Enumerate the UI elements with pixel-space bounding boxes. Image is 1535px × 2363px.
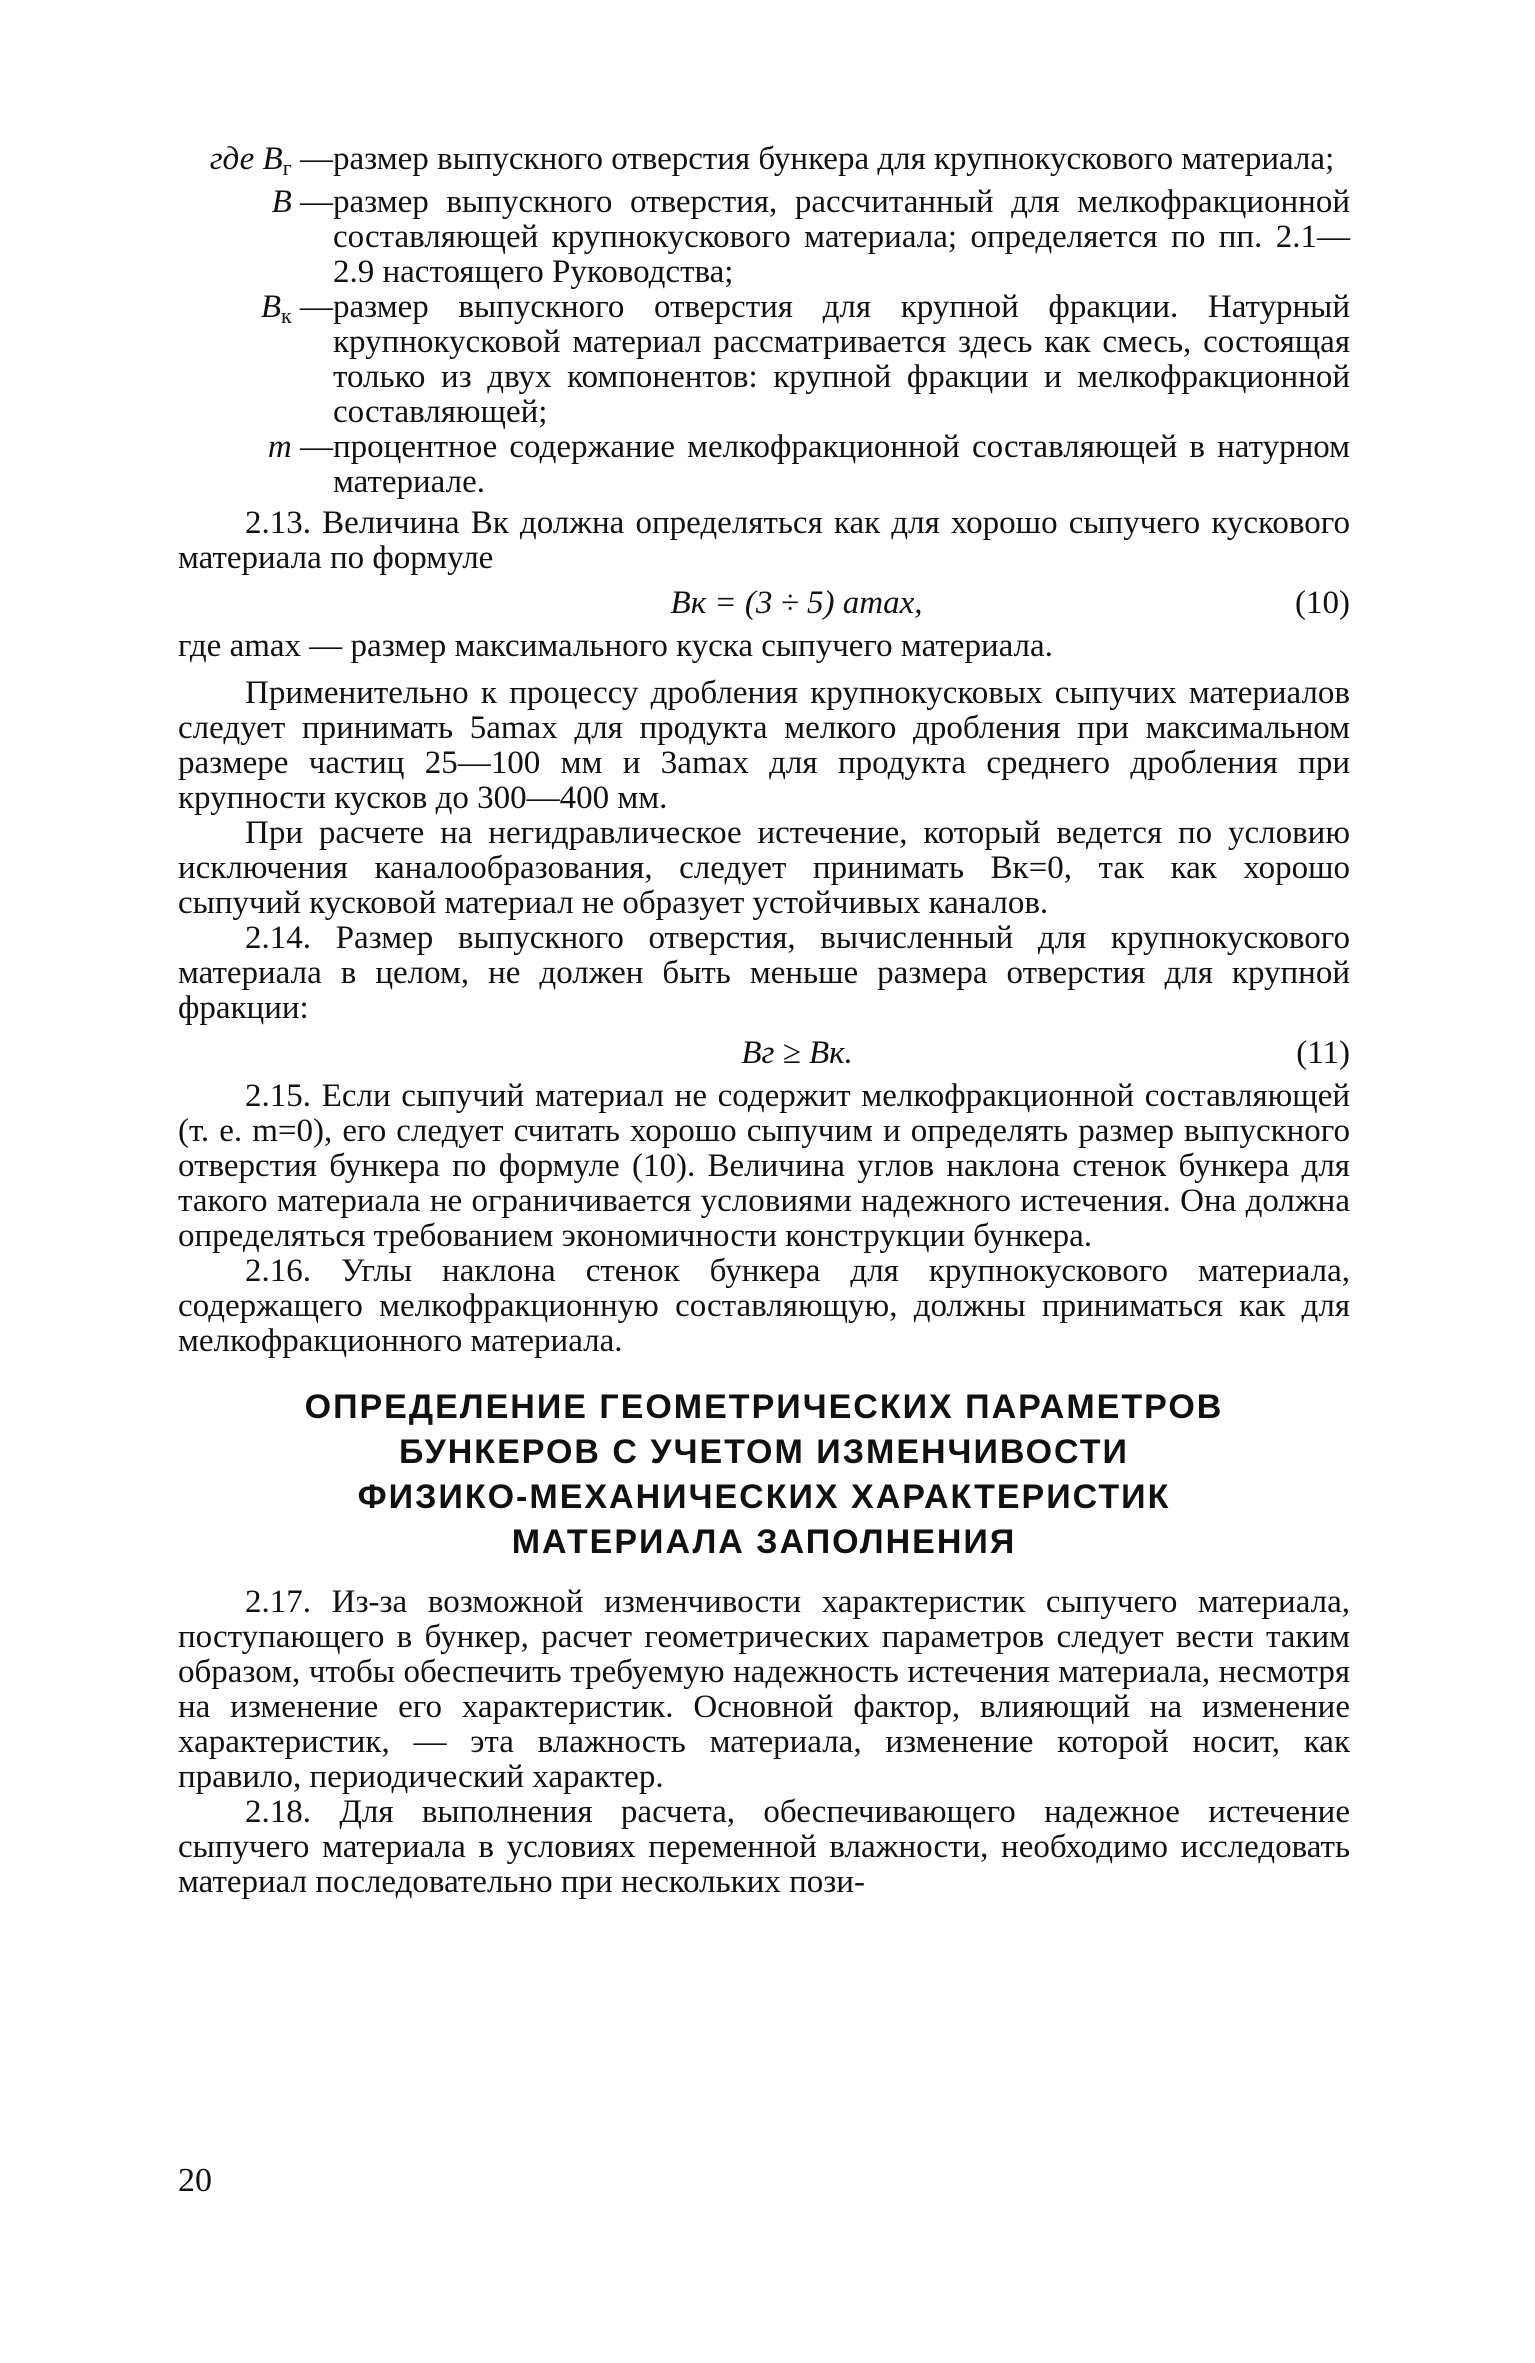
formula-11-expression: Bг ≥ Bк. <box>741 1035 853 1071</box>
definition-item <box>178 142 1350 185</box>
paragraph-2-14: 2.14. Размер выпускного отверстия, вычисленный для крупнокускового материала в целом, не должен быть меньше размера отверстия для крупной фракции: <box>178 920 1350 1026</box>
page-text <box>178 142 1350 1900</box>
paragraph-2-13: 2.13. Величина Bк должна определяться как для хорошо сыпучего кускового материала по формуле <box>178 505 1350 576</box>
amax-definition: где amax — размер максимального куска сыпучего материала. <box>178 628 1053 664</box>
definition-text: процентное содержание мелкофракционной составляющей в натурном материале. <box>333 429 1350 500</box>
definition-item <box>178 290 1350 430</box>
formula-10-number: (10) <box>1295 585 1350 621</box>
definition-dash: — <box>291 141 333 177</box>
formula-10-expression: Bк = (3 ÷ 5) amax, <box>670 585 923 621</box>
heading-line: ФИЗИКО-МЕХАНИЧЕСКИХ ХАРАКТЕРИСТИК <box>357 1478 1171 1516</box>
definition-text: размер выпускного отверстия для крупной фракции. Натурный крупнокусковой материал рассматривается здесь как смесь, состоящая только из двух компонентов: крупной фракции и мелкофракционной составляющей; <box>333 289 1350 430</box>
heading-line: ОПРЕДЕЛЕНИЕ ГЕОМЕТРИЧЕСКИХ ПАРАМЕТРОВ <box>304 1388 1224 1426</box>
page-number: 20 <box>178 2162 212 2199</box>
definition-text: размер выпускного отверстия бункера для крупнокускового материала; <box>333 141 1335 177</box>
paragraph-2-16: 2.16. Углы наклона стенок бункера для крупнокускового материала, содержащего мелкофракционную составляющую, должны приниматься как для мелкофракционного материала. <box>178 1253 1350 1359</box>
definition-term: m <box>267 429 292 465</box>
definition-subscript: г <box>282 155 292 180</box>
paragraph-crushing: Применительно к процессу дробления крупнокусковых сыпучих материалов следует принимать 5amax для продукта мелкого дробления при максимальном размере частиц 25—100 мм и 3amax для продукта среднего дробления при крупности кусков до 300—400 мм. <box>178 675 1350 816</box>
definition-term: B <box>260 289 282 325</box>
definition-subscript: к <box>281 303 292 328</box>
heading-line: БУНКЕРОВ С УЧЕТОМ ИЗМЕНЧИВОСТИ <box>399 1433 1129 1471</box>
formula-11-number: (11) <box>1296 1035 1350 1071</box>
paragraph-2-15: 2.15. Если сыпучий материал не содержит мелкофракционной составляющей (т. е. m=0), его следует считать хорошо сыпучим и определять размер выпускного отверстия бункера по формуле (10). Величина углов наклона стенок бункера для такого материала не ограничивается условиями надежного истечения. Она должна определяться требованием экономичности конструкции бункера. <box>178 1078 1350 1254</box>
definitions-list <box>178 142 1350 500</box>
definition-dash: — <box>291 289 333 325</box>
definition-dash: — <box>291 429 333 465</box>
definition-text: размер выпускного отверстия, рассчитанный для мелкофракционной составляющей крупнокускового материала; определяется по пп. 2.1—2.9 настоящего Руководства; <box>333 184 1350 290</box>
formula-10 <box>178 586 1350 621</box>
paragraph-2-18: 2.18. Для выполнения расчета, обеспечивающего надежное истечение сыпучего материала в условиях переменной влажности, необходимо исследовать материал последовательно при нескольких пози- <box>178 1794 1350 1900</box>
definition-item <box>178 430 1350 500</box>
paragraph-2-17: 2.17. Из-за возможной изменчивости характеристик сыпучего материала, поступающего в бункер, расчет геометрических параметров следует вести таким образом, чтобы обеспечить требуемую надежность истечения материала, несмотря на изменение его характеристик. Основной фактор, влияющий на изменение характеристик, — эта влажность материала, изменение которой носит, как правило, периодический характер. <box>178 1584 1350 1795</box>
paragraph-nonhydraulic: При расчете на негидравлическое истечение, который ведется по условию исключения каналообразования, следует принимать Bк=0, так как хорошо сыпучий кусковой материал не образует устойчивых каналов. <box>178 815 1350 921</box>
definition-term: B <box>271 184 292 220</box>
definition-term: где B <box>209 141 283 177</box>
section-heading <box>178 1385 1350 1565</box>
definition-dash: — <box>291 184 333 220</box>
definition-item <box>178 185 1350 290</box>
formula-11 <box>178 1036 1350 1071</box>
heading-line: МАТЕРИАЛА ЗАПОЛНЕНИЯ <box>511 1523 1017 1561</box>
